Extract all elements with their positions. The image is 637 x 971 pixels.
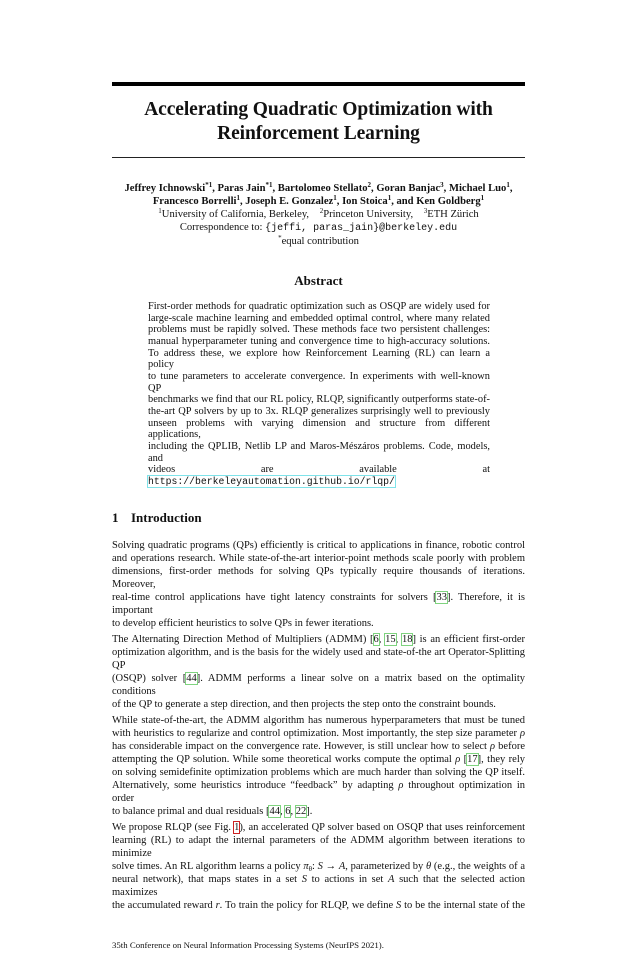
equal-contribution-text: equal contribution xyxy=(281,236,359,247)
text-line xyxy=(112,740,525,753)
math-set-a: A xyxy=(388,874,395,886)
text: real-time control applications have tight latency constraints for solvers [ xyxy=(112,591,437,603)
citation-link[interactable]: 15 xyxy=(385,633,396,645)
project-url-link[interactable]: https://berkeleyautomation.github.io/rlqp/ xyxy=(148,475,395,487)
citation-link[interactable]: 33 xyxy=(436,591,447,603)
text: before xyxy=(495,740,525,752)
text: . To train the policy for RLQP, we define xyxy=(219,900,397,912)
author-affil-mark: 3 xyxy=(440,181,444,189)
text-line: on solving semidefinite optimization problems which are much harder than solving the QP itself. xyxy=(112,766,525,778)
text-line: The Alternating Direction Method of Multipliers (ADMM) [6, 15, 18] is an efficient first-order xyxy=(112,633,526,645)
text: ]. ADMM performs a linear solve on a matrix based on the optimality conditions xyxy=(112,672,525,697)
abstract-line: unseen problems with varying dimension and structure from different applications, xyxy=(148,417,490,441)
text: We propose RLQP (see Fig. xyxy=(112,822,235,834)
text: throughout optimization in order xyxy=(112,779,525,804)
abstract-line: First-order methods for quadratic optimization such as OSQP are widely used for xyxy=(148,301,490,312)
abstract-line: manual hyperparameter tuning and convergence time to high-accuracy solutions. xyxy=(148,335,490,347)
figure-reference-link[interactable]: 1 xyxy=(234,822,240,834)
text: , parameterized by xyxy=(345,861,427,873)
affiliations xyxy=(100,208,537,221)
text: to balance primal and dual residuals [ xyxy=(112,805,270,817)
text: to actions in set xyxy=(306,874,388,886)
title-top-rule xyxy=(112,82,525,86)
author-name: Paras Jain xyxy=(217,183,266,194)
text-line xyxy=(112,672,525,698)
math-pi: π xyxy=(303,861,309,873)
title-line: Reinforcement Learning xyxy=(217,123,420,144)
paragraph xyxy=(112,714,525,818)
text: ], they rely xyxy=(477,753,525,765)
author-name: Bartolomeo Stellato xyxy=(277,183,368,194)
affiliation: ETH Zürich xyxy=(427,209,479,220)
section-body xyxy=(112,539,525,913)
abstract-line: the-art QP solvers by up to 3x. RLQP generalizes surprisingly well to previously xyxy=(148,405,490,417)
text-line: dimensions, first-order methods for solving QPs typically require thousands of iterations. Moreover, xyxy=(112,565,525,590)
author-affil-mark: *1 xyxy=(205,181,213,189)
text: ), an accelerated QP solver based on OSQP that uses reinforcement xyxy=(239,822,525,834)
author-affil-mark: 1 xyxy=(480,194,485,202)
abstract-heading: Abstract xyxy=(294,273,343,288)
math-rho: ρ xyxy=(519,727,525,739)
abstract-line: To address these, we explore how Reinforcement Learning (RL) can learn a policy xyxy=(148,347,490,371)
affiliation: University of California, Berkeley, xyxy=(161,209,310,220)
math-arrow: → xyxy=(322,861,339,873)
text: has considerable impact on the convergence rate. However, is still unclear how to select xyxy=(112,740,491,752)
correspondence xyxy=(100,221,537,235)
text: Alternatively, some heuristics introduce “feedback” by adapting xyxy=(112,779,399,791)
text: neural network), that maps states in a set xyxy=(112,874,302,886)
text: (e.g., the weights of a xyxy=(431,861,525,873)
math-set-s: S xyxy=(317,861,323,873)
citation-link[interactable]: 18 xyxy=(401,633,413,645)
author-name: Ion Stoica xyxy=(342,196,388,207)
math-set-s: S xyxy=(396,900,402,912)
text: with heuristics to regularize and control optimization. Most importantly, the step size parameter xyxy=(112,727,520,739)
text: such that the selected action maximizes xyxy=(112,874,525,899)
math-rho: ρ xyxy=(398,779,404,791)
correspondence-email[interactable]: {jeffi, paras_jain}@berkeley.edu xyxy=(265,223,458,234)
text-line xyxy=(112,727,525,740)
author-affil-mark: 2 xyxy=(367,181,372,189)
math-r: r xyxy=(215,900,220,912)
author-name: Michael Luo xyxy=(448,183,507,194)
author-name: Goran Banjac xyxy=(376,183,441,194)
text-line xyxy=(112,860,525,873)
text-line: optimization algorithm, and is the basis for the widely used and state-of-the art Operator-Splitting QP xyxy=(112,646,525,671)
affil-mark: 2 xyxy=(319,207,324,215)
text: ] is an efficient first-order xyxy=(412,633,526,645)
abstract-text: videos are available at xyxy=(148,464,490,476)
equal-contribution-note xyxy=(100,235,537,248)
section-number: 1 xyxy=(112,509,119,525)
paragraph xyxy=(112,821,525,912)
abstract-body xyxy=(148,301,490,488)
math-set-a: A xyxy=(338,861,346,873)
paper-title xyxy=(112,98,525,146)
text-line xyxy=(112,779,525,805)
author-name: Joseph E. Gonzalez xyxy=(245,196,334,207)
text: ]. Therefore, it is important xyxy=(112,591,525,616)
citation-link[interactable]: 6 xyxy=(285,805,291,817)
citation-link[interactable]: 22 xyxy=(295,805,307,817)
text-line xyxy=(112,753,525,766)
abstract-line: benchmarks we find that our RL policy, RLQP, significantly outperforms state-of- xyxy=(148,394,490,406)
author-affil-mark: *1 xyxy=(265,181,273,189)
citation-link[interactable]: 6 xyxy=(373,633,379,645)
author-name: and Ken Goldberg xyxy=(396,196,481,207)
text-line: to develop efficient heuristics to solve QPs in fewer iterations. xyxy=(112,617,374,629)
paragraph xyxy=(112,539,525,630)
math-set-s: S xyxy=(301,874,307,886)
text-line: While state-of-the-art, the ADMM algorithm has numerous hyperparameters that must be tuned xyxy=(112,714,525,726)
text-line xyxy=(112,899,525,912)
abstract-line: including the QPLIB, Netlib LP and Maros-Mészáros problems. Code, models, and xyxy=(148,440,490,464)
math-theta-subscript: θ xyxy=(308,865,313,874)
abstract-line: to tune parameters to accelerate convergence. In experiments with well-known QP xyxy=(148,370,490,394)
author-name: Francesco Borrelli xyxy=(152,196,237,207)
math-theta: θ xyxy=(426,861,432,873)
text-line: of the QP to generate a step direction, and then projects the step onto the constraint bounds. xyxy=(112,698,496,710)
text-line xyxy=(112,591,525,617)
text-line: learning (RL) to adapt the internal parameters of the ADMM algorithm between iterations to minimize xyxy=(112,835,525,860)
affil-mark: 1 xyxy=(158,207,162,215)
text: attempting the QP solution. While some theoretical works compute the optimal xyxy=(112,753,456,765)
author-affil-mark: 1 xyxy=(387,194,392,202)
text: (OSQP) solver [ xyxy=(112,672,187,684)
affiliation: Princeton University, xyxy=(323,209,414,220)
text-line: Solving quadratic programs (QPs) efficiently is critical to applications in finance, robotic control xyxy=(112,539,525,551)
paragraph xyxy=(112,633,525,711)
author-line-2: Francesco Borrelli$^1$, Joseph E. Gonzalez$^1$, Ion Stoica$^1$, and Ken Goldberg$^1$ xyxy=(152,194,485,207)
text-line: to balance primal and dual residuals [44, 6, 22]. xyxy=(112,805,313,817)
title-bottom-rule xyxy=(112,157,525,158)
citation-link[interactable]: 17 xyxy=(467,753,478,765)
text: The Alternating Direction Method of Multipliers (ADMM) [ xyxy=(112,633,374,645)
section-title: Introduction xyxy=(131,509,202,525)
math-rho: ρ xyxy=(455,753,461,765)
text-line xyxy=(112,821,525,834)
text-line xyxy=(112,873,525,899)
math-rho: ρ xyxy=(490,740,496,752)
equal-mark: * xyxy=(278,234,282,242)
text: solve times. An RL algorithm learns a policy xyxy=(112,861,304,873)
author-name: Jeffrey Ichnowski xyxy=(124,183,206,194)
author-line-1: Jeffrey Ichnowski$^{*1}$, Paras Jain$^{*1}$, Bartolomeo Stellato$^2$, Goran Banjac$^3$, Michael Luo$^1$, xyxy=(124,181,513,194)
author-block xyxy=(100,182,537,248)
section-heading xyxy=(112,510,525,526)
title-line: Accelerating Quadratic Optimization with xyxy=(144,99,493,120)
abstract-line: problems must be rapidly solved. These methods face two persistent challenges: xyxy=(148,324,490,336)
conference-footer: 35th Conference on Neural Information Processing Systems (NeurIPS 2021). xyxy=(112,940,384,951)
abstract-line xyxy=(148,464,490,487)
citation-link[interactable]: 44 xyxy=(186,672,197,684)
author-affil-mark: 1 xyxy=(236,194,240,202)
abstract-line: large-scale machine learning and embedded optimal control, where many related xyxy=(148,312,490,324)
text: ]. xyxy=(306,805,313,817)
author-affil-mark: 1 xyxy=(506,181,510,189)
text: : xyxy=(312,861,318,873)
text: [ xyxy=(460,753,468,765)
affil-mark: 3 xyxy=(423,207,428,215)
correspondence-label: Correspondence to: xyxy=(179,222,266,233)
text: to be the internal state of the xyxy=(401,900,525,912)
text-line: and operations research. While state-of-the-art interior-point methods scale poorly with problem xyxy=(112,552,525,564)
text: the accumulated reward xyxy=(112,900,216,912)
citation-link[interactable]: 44 xyxy=(269,805,280,817)
author-affil-mark: 1 xyxy=(333,194,337,202)
